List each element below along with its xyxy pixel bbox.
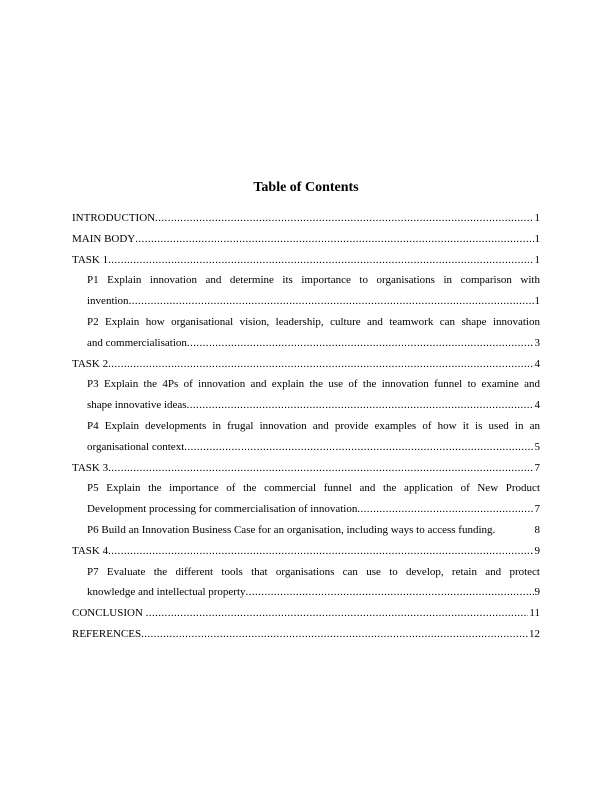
toc-entry-label: MAIN BODY [72,232,136,245]
toc-entry-label: P2 Explain how organisational vision, leadership, culture and teamwork can shape innovation [87,315,540,328]
toc-page-number: 4 [534,399,540,412]
toc-page-number: 1 [534,212,540,224]
dot-leader [184,437,533,458]
toc-entry-p7[interactable] [72,562,540,604]
dot-leader [357,499,533,520]
toc-entry-label: P5 Explain the importance of the commercial funnel and the application of New Product [87,482,540,495]
toc-page-number: 12 [529,627,540,640]
toc-entry-label: REFERENCES [72,627,142,640]
toc-page-number: 4 [534,357,540,370]
toc-entry-label: P6 Build an Innovation Business Case for an organisation, including ways to access funding. [87,523,496,536]
dot-leader [108,458,533,479]
toc-entry-label: P3 Explain the 4Ps of innovation and explain the use of the innovation funnel to examine and [87,378,540,391]
toc-entry-task-2[interactable] [72,354,540,375]
toc-entry-p5[interactable] [72,478,540,520]
toc-page-number: 7 [534,461,540,474]
dot-leader [146,603,529,624]
dot-leader [187,333,534,354]
toc-page-number: 1 [534,232,540,245]
toc-entry-task-3[interactable] [72,458,540,479]
toc-entry-p6[interactable] [72,520,540,541]
toc-entry-references[interactable] [72,624,540,645]
dot-leader [187,395,534,416]
toc-entry-introduction[interactable] [72,208,540,229]
toc-entry-p3[interactable] [72,374,540,416]
dot-leader [129,291,534,312]
toc-page-number: 3 [534,336,540,349]
toc-page-number: 11 [529,607,540,620]
toc-entry-p2[interactable] [72,312,540,354]
dot-leader [135,229,533,250]
dot-leader [155,208,533,229]
toc-page-number: 9 [534,544,540,557]
toc-entry-label-continued: knowledge and intellectual property [87,586,246,599]
toc-entry-main-body[interactable] [72,229,540,250]
table-of-contents [72,208,540,645]
toc-entry-label-continued: and commercialisation [87,336,187,349]
toc-title: Table of Contents [253,180,359,195]
toc-entry-label-continued: invention [87,295,129,308]
toc-page-number: 9 [534,586,540,599]
toc-entry-label: P1 Explain innovation and determine its importance to organisations in comparison with [87,274,540,287]
toc-entry-label: P7 Evaluate the different tools that organisations can use to develop, retain and protect [87,565,540,578]
toc-page-number: 8 [534,523,540,536]
toc-entry-label: TASK 3 [72,461,109,474]
dot-leader [141,624,528,645]
toc-page-number: 5 [534,440,540,453]
dot-leader [108,541,533,562]
toc-page-number: 7 [534,503,540,516]
toc-entry-label-continued: Development processing for commercialisation of innovation [87,503,358,516]
toc-entry-task-1[interactable] [72,250,540,271]
dot-leader [108,354,533,375]
toc-entry-label-continued: shape innovative ideas [87,399,187,412]
toc-entry-p4[interactable] [72,416,540,458]
toc-entry-label: CONCLUSION [72,607,146,620]
toc-entry-task-4[interactable] [72,541,540,562]
toc-entry-p1[interactable] [72,270,540,312]
toc-entry-label: TASK 2 [72,357,109,370]
dot-leader [246,582,534,603]
toc-entry-label: P4 Explain developments in frugal innovation and provide examples of how it is used in an [87,419,540,432]
toc-entry-conclusion[interactable] [72,603,540,624]
toc-entry-label-continued: organisational context [87,440,185,453]
toc-entry-label: TASK 1 [72,253,109,266]
toc-entry-label: TASK 4 [72,544,109,557]
toc-page-number: 1 [534,253,540,266]
dot-leader [108,250,533,271]
toc-entry-label: INTRODUCTION [72,212,156,224]
toc-page-number: 1 [534,295,540,308]
